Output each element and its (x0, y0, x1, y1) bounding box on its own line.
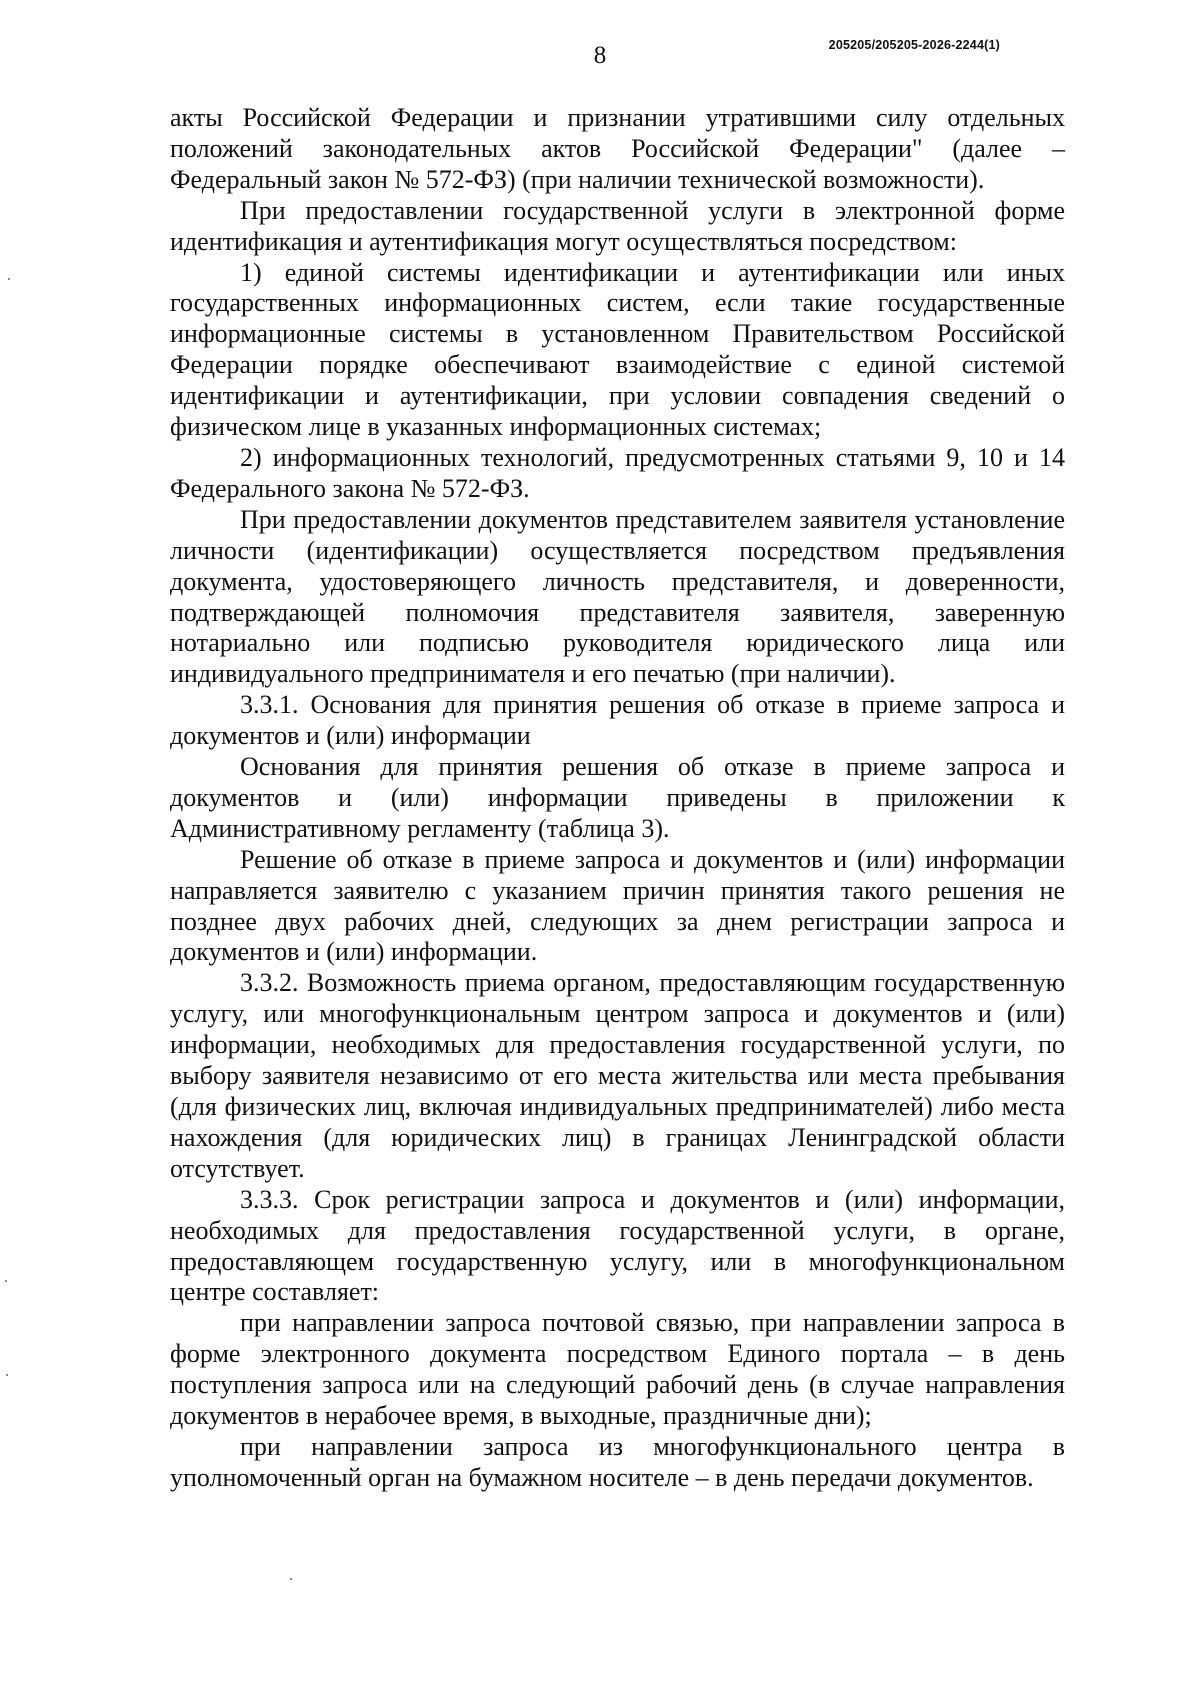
page-number: 8 (593, 42, 607, 69)
section-3-3-1-heading: 3.3.1. Основания для принятия решения об отказе в приеме запроса и документов и (или) информации (170, 690, 1065, 751)
paragraph-item-1: 1) единой системы идентификации и аутентификации или иных государственных информационных систем, если такие государственные информационные системы в установленном Правительством Российской Федерации порядке обеспечивают взаимодействие с единой системой идентификации и аутентификации, при условии совпадения сведений о физическом лице в указанных информационных системах; (170, 257, 1065, 442)
paragraph-mfc-request: при направлении запроса из многофункционального центра в уполномоченный орган на бумажном носителе – в день передачи документов. (170, 1431, 1065, 1492)
section-3-3-3: 3.3.3. Срок регистрации запроса и документов и (или) информации, необходимых для предоставления государственной услуги, в органе, предоставляющем государственную услугу, или в многофункциональном центре составляет: (170, 1184, 1065, 1307)
document-id: 205205/205205-2026-2244(1) (828, 38, 1000, 52)
paragraph-continuation: акты Российской Федерации и признании утратившими силу отдельных положений законодательных актов Российской Федерации" (далее – Федеральный закон № 572-ФЗ) (при наличии технической возможности). (170, 103, 1065, 194)
section-3-3-2: 3.3.2. Возможность приема органом, предоставляющим государственную услугу, или многофункциональным центром запроса и документов и (или) информации, необходимых для предоставления государственной услуги, по выбору заявителя независимо от его места жительства или места пребывания (для физических лиц, включая индивидуальных предпринимателей) либо места нахождения (для юридических лиц) в границах Ленинградской области отсутствует. (170, 968, 1065, 1183)
paragraph-representative: При предоставлении документов представителем заявителя установление личности (идентификации) осуществляется посредством предъявления документа, удостоверяющего личность представителя, и доверенности, подтверждающей полномочия представителя заявителя, заверенную нотариально или подписью руководителя юридического лица или индивидуального предпринимателя и его печатью (при наличии). (170, 504, 1065, 689)
paragraph-identification: При предоставлении государственной услуги в электронной форме идентификация и аутентификация могут осуществляться посредством: (170, 195, 1065, 256)
document-body (170, 103, 1065, 1494)
paragraph-item-2: 2) информационных технологий, предусмотренных статьями 9, 10 и 14 Федерального закона № 572-ФЗ. (170, 442, 1065, 503)
paragraph-refusal-grounds: Основания для принятия решения об отказе в приеме запроса и документов и (или) информации приведены в приложении к Административному регламенту (таблица 3). (170, 752, 1065, 843)
paragraph-refusal-decision: Решение об отказе в приеме запроса и документов и (или) информации направляется заявителю с указанием причин принятия такого решения не позднее двух рабочих дней, следующих за днем регистрации запроса и документов и (или) информации. (170, 844, 1065, 967)
scan-speck (8, 278, 10, 280)
scan-speck (290, 1578, 292, 1580)
scan-speck (6, 1374, 8, 1376)
paragraph-postal-request: при направлении запроса почтовой связью, при направлении запроса в форме электронного документа посредством Единого портала – в день поступления запроса или на следующий рабочий день (в случае направления документов в нерабочее время, в выходные, праздничные дни); (170, 1308, 1065, 1431)
scan-speck (5, 1280, 7, 1282)
